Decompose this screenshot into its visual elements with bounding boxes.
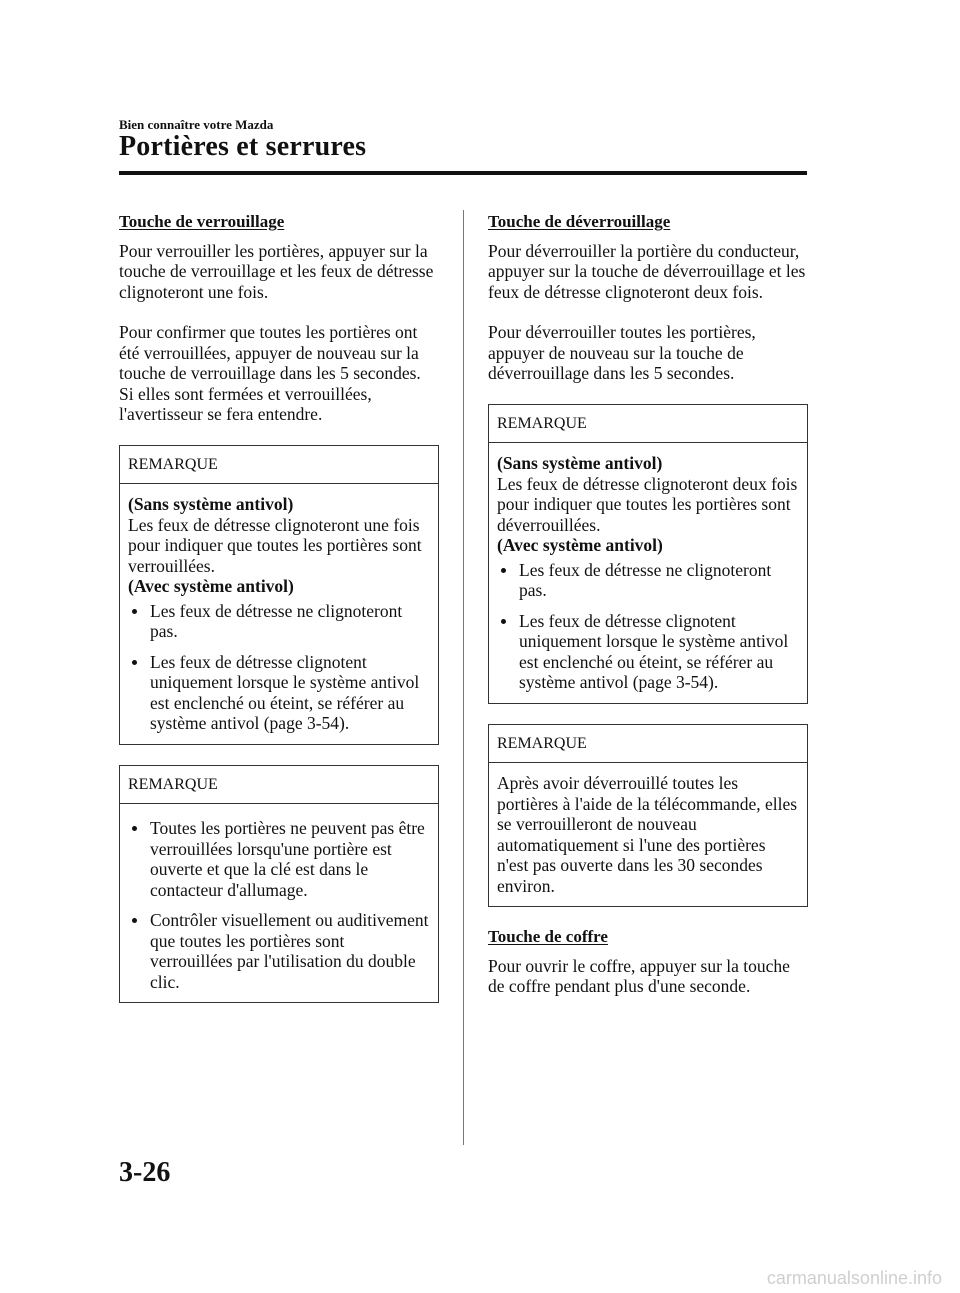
note-title: REMARQUE bbox=[120, 446, 438, 485]
note-bullet-item: Les feux de détresse ne clignoteront pas. bbox=[128, 601, 430, 642]
note-bullet-list bbox=[128, 818, 430, 992]
note-bullet-list bbox=[128, 601, 430, 734]
note-box-auto-relock bbox=[488, 724, 808, 908]
unlock-button-heading: Touche de déverrouillage bbox=[488, 212, 671, 231]
note-text: Les feux de détresse clignoteront deux fois pour indiquer que toutes les portières sont déverrouillées. bbox=[497, 473, 798, 535]
watermark: carmanualsonline.info bbox=[766, 1268, 942, 1288]
bullet-dot-icon bbox=[132, 660, 137, 665]
note-box-lock-hazard bbox=[119, 445, 439, 745]
note-subheading: (Sans système antivol) bbox=[497, 453, 663, 473]
chapter-title: Portières et serrures bbox=[119, 131, 367, 162]
note-bullet-item: Contrôler visuellement ou auditivement que toutes les portières sont verrouillées par l'utilisation du double clic. bbox=[128, 910, 430, 992]
column-divider bbox=[463, 210, 464, 1145]
note-text: Les feux de détresse clignoteront une fois pour indiquer que toutes les portières sont verrouillées. bbox=[128, 514, 422, 576]
bullet-dot-icon bbox=[132, 609, 137, 614]
note-box-lock-warnings bbox=[119, 765, 439, 1004]
left-column bbox=[119, 212, 439, 1023]
lock-paragraph-2: Pour confirmer que toutes les portières ont été verrouillées, appuyer de nouveau sur la touche de verrouillage dans les 5 secondes. Si elles sont fermées et verrouillées, l'avertisseur se fera entendre. bbox=[119, 322, 421, 424]
unlock-paragraph-2: Pour déverrouiller toutes les portières, appuyer de nouveau sur la touche de déverrouillage dans les 5 secondes. bbox=[488, 322, 756, 383]
note-box-unlock-hazard bbox=[488, 404, 808, 704]
lock-paragraph-1: Pour verrouiller les portières, appuyer sur la touche de verrouillage et les feux de détresse clignoteront une fois. bbox=[119, 240, 434, 302]
trunk-button-heading: Touche de coffre bbox=[488, 927, 608, 946]
bullet-dot-icon bbox=[501, 568, 506, 573]
note-title: REMARQUE bbox=[489, 405, 807, 444]
note-bullet-list bbox=[497, 560, 799, 693]
note-body bbox=[489, 763, 807, 906]
lock-button-heading: Touche de verrouillage bbox=[119, 212, 285, 231]
note-subheading: (Sans système antivol) bbox=[128, 494, 294, 514]
note-bullet-item: Toutes les portières ne peuvent pas être verrouillées lorsqu'une portière est ouverte et que la clé est dans le contacteur d'allumage. bbox=[128, 818, 430, 900]
note-bullet-item: Les feux de détresse ne clignoteront pas. bbox=[497, 560, 799, 601]
note-subheading: (Avec système antivol) bbox=[128, 576, 294, 596]
note-body bbox=[120, 804, 438, 1002]
unlock-paragraph-1: Pour déverrouiller la portière du conducteur, appuyer sur la touche de déverrouillage et les feux de détresse clignoteront deux fois. bbox=[488, 240, 806, 302]
bullet-dot-icon bbox=[132, 826, 137, 831]
note-bullet-item: Les feux de détresse clignotent uniquement lorsque le système antivol est enclenché ou éteint, se référer au système antivol (page 3-54). bbox=[128, 652, 430, 734]
page-number: 3-26 bbox=[119, 1157, 171, 1188]
bullet-dot-icon bbox=[132, 918, 137, 923]
section-label: Bien connaître votre Mazda bbox=[119, 117, 274, 132]
note-subheading: (Avec système antivol) bbox=[497, 535, 663, 555]
trunk-paragraph: Pour ouvrir le coffre, appuyer sur la touche de coffre pendant plus d'une seconde. bbox=[488, 955, 790, 996]
note-bullet-item: Les feux de détresse clignotent uniquement lorsque le système antivol est enclenché ou éteint, se référer au système antivol (page 3-54). bbox=[497, 611, 799, 693]
note-body bbox=[489, 443, 807, 703]
title-rule bbox=[119, 171, 807, 175]
right-column bbox=[488, 212, 808, 1017]
note-title: REMARQUE bbox=[120, 766, 438, 805]
note-title: REMARQUE bbox=[489, 725, 807, 764]
note-text: Après avoir déverrouillé toutes les portières à l'aide de la télécommande, elles se verrouilleront de nouveau automatiquement si l'une des portières n'est pas ouverte dans les 30 secondes environ. bbox=[497, 773, 798, 896]
note-body bbox=[120, 484, 438, 744]
bullet-dot-icon bbox=[501, 619, 506, 624]
